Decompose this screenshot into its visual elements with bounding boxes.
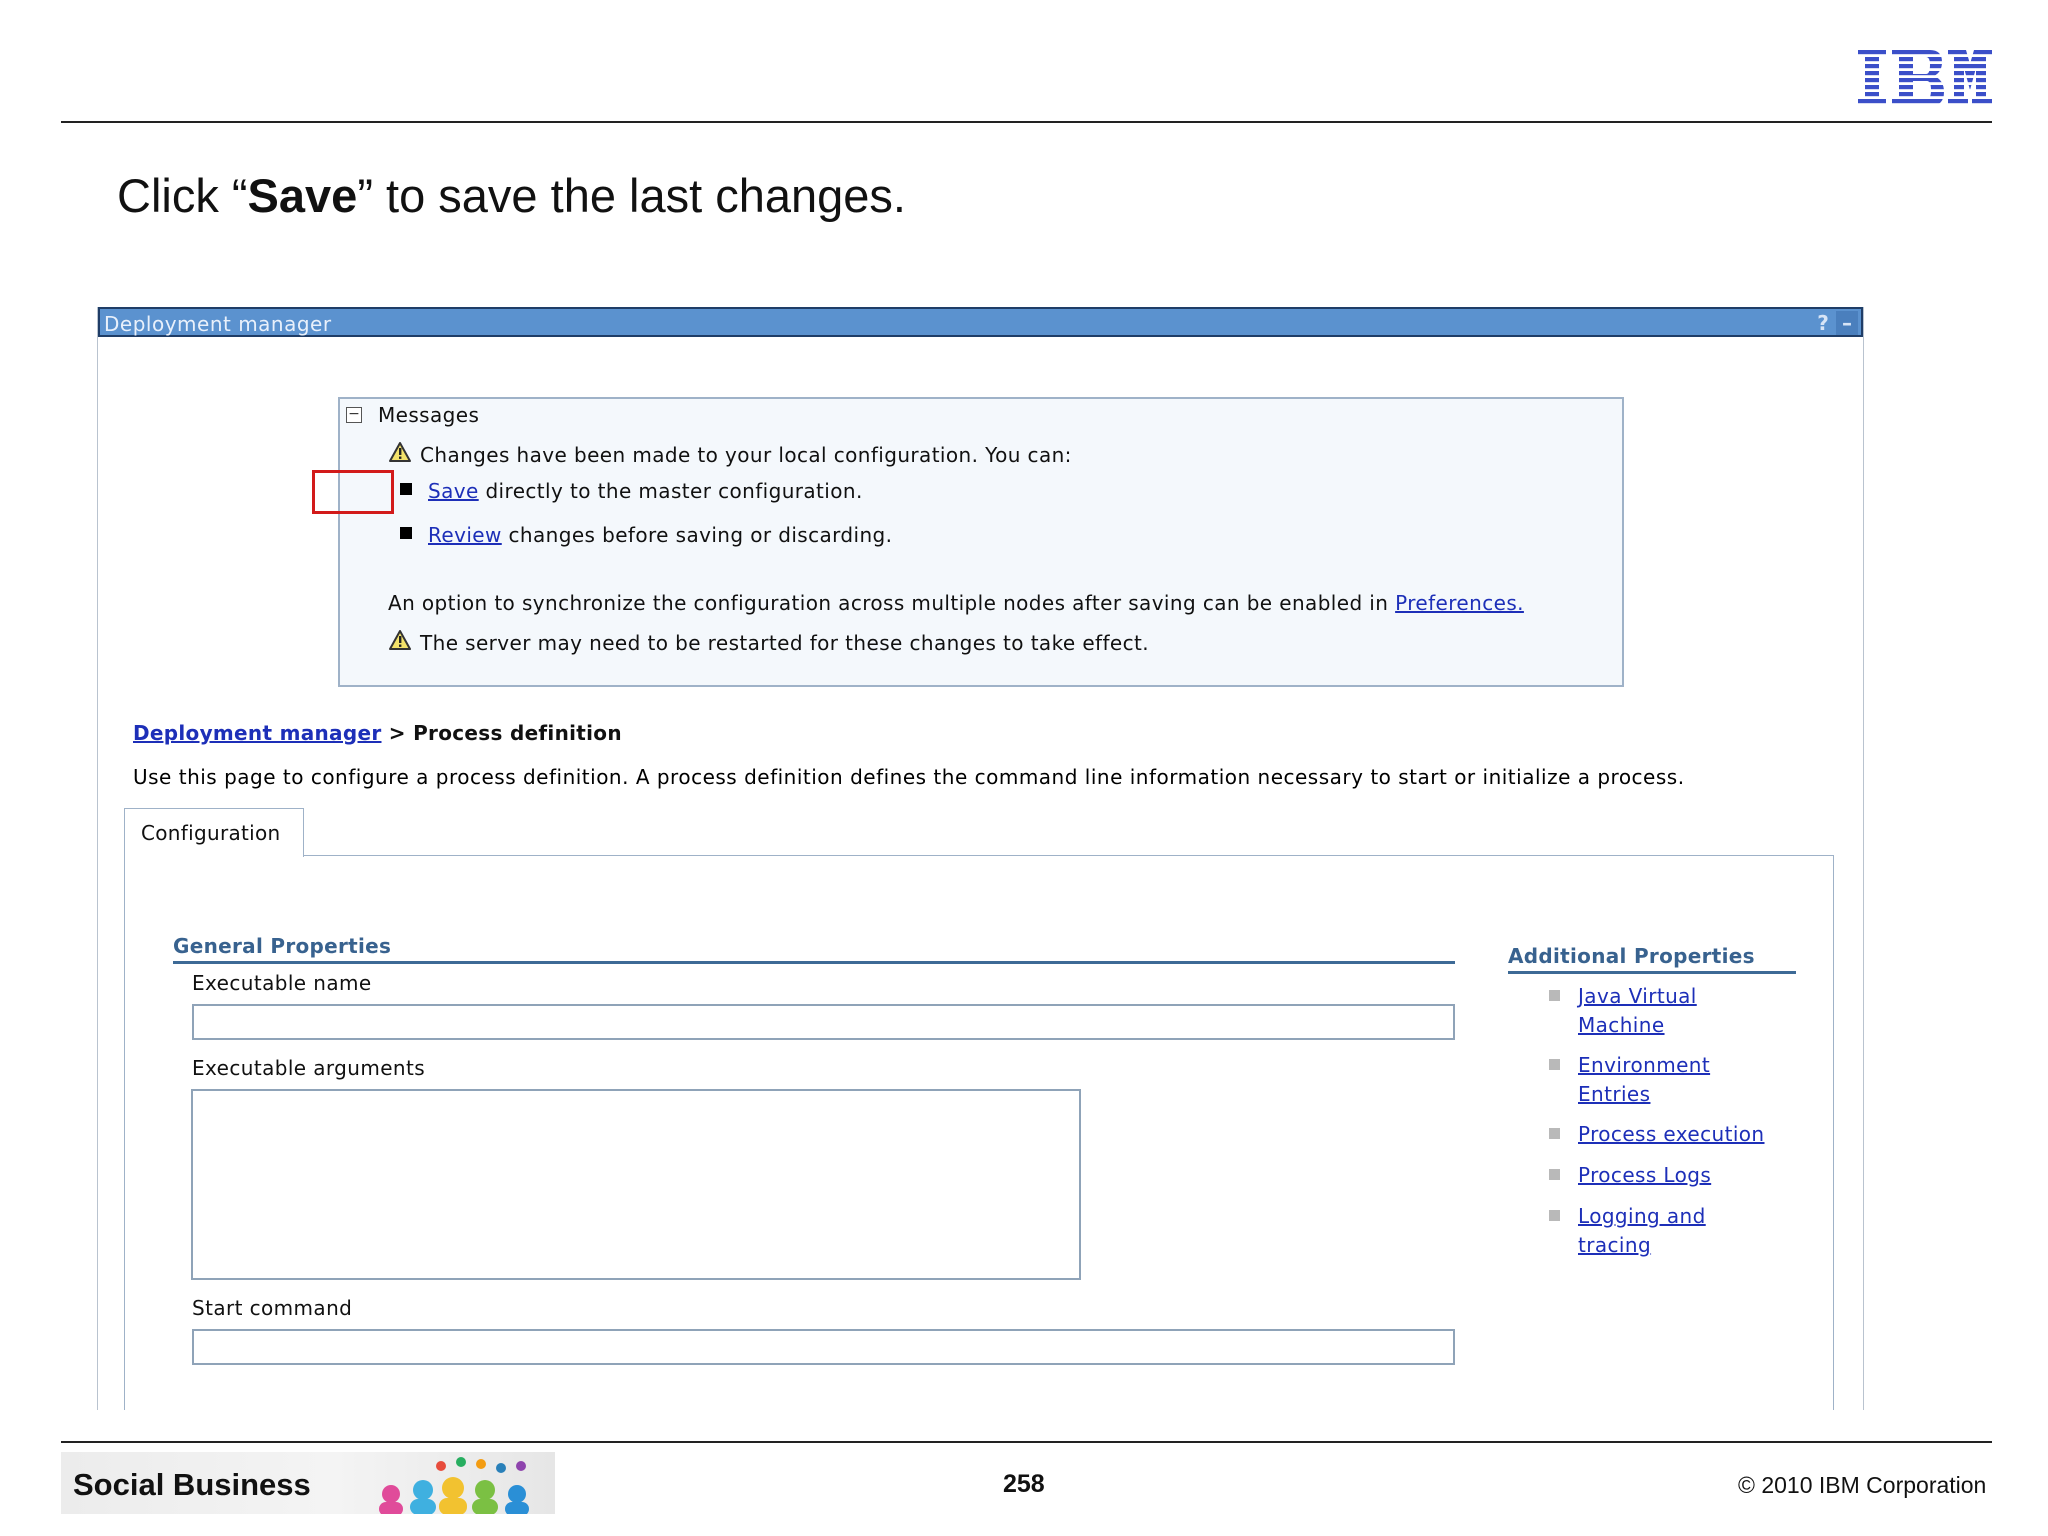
minimize-icon[interactable]: – (1836, 311, 1858, 335)
footer-banner (61, 1452, 555, 1514)
additional-property-link[interactable]: Environment Entries (1578, 1053, 1711, 1106)
bullet (400, 483, 412, 495)
bullet (400, 527, 412, 539)
messages-box (338, 397, 1624, 687)
general-properties-heading: General Properties (173, 934, 392, 958)
review-link[interactable]: Review (428, 523, 502, 547)
footer-banner-text: Social Business (73, 1467, 311, 1502)
tab-configuration-label: Configuration (141, 821, 281, 845)
preferences-link[interactable]: Preferences. (1395, 591, 1524, 615)
portlet-title-bar (98, 307, 1863, 337)
people-graphic-icon (361, 1454, 555, 1514)
additional-property-link[interactable]: Process execution (1578, 1122, 1765, 1146)
footer-rule (61, 1441, 1992, 1443)
configuration-panel (124, 855, 1834, 1410)
copyright: © 2010 IBM Corporation (1738, 1472, 1987, 1498)
slide-title-bold: Save (247, 169, 358, 222)
start-command-label: Start command (192, 1296, 353, 1320)
list-bullet (1549, 1169, 1560, 1180)
breadcrumb: Deployment manager > Process definition (133, 721, 622, 745)
sync-message: An option to synchronize the configuration across multiple nodes after saving can be enabled in Preferences. (388, 591, 1524, 615)
restart-message: The server may need to be restarted for these changes to take effect. (420, 631, 1150, 655)
collapse-icon[interactable]: − (346, 407, 362, 423)
additional-properties-rule (1508, 971, 1796, 974)
save-link-highlight (312, 470, 394, 514)
review-line: Review changes before saving or discarding. (428, 523, 893, 547)
warning-icon (388, 441, 412, 463)
breadcrumb-current: Process definition (413, 721, 622, 745)
general-properties-rule (173, 961, 1455, 964)
page-number: 258 (1003, 1470, 1045, 1498)
messages-header: Messages (378, 403, 480, 427)
executable-name-input[interactable] (192, 1004, 1455, 1040)
warning-icon (388, 629, 412, 651)
help-icon[interactable]: ? (1817, 311, 1829, 335)
list-bullet (1549, 1128, 1560, 1139)
save-line: Save directly to the master configuration. (428, 479, 863, 503)
breadcrumb-parent-link[interactable]: Deployment manager (133, 721, 382, 745)
executable-arguments-textarea[interactable] (191, 1089, 1081, 1280)
list-bullet (1549, 990, 1560, 1001)
tab-configuration[interactable] (124, 808, 304, 857)
slide-title: Click “Save” to save the last changes. (117, 169, 906, 222)
portlet-title: Deployment manager (104, 312, 332, 336)
page-description: Use this page to configure a process definition. A process definition defines the command line information necessary to start or initialize a process. (133, 765, 1685, 789)
start-command-input[interactable] (192, 1329, 1455, 1365)
list-bullet (1549, 1059, 1560, 1070)
save-link[interactable]: Save (428, 479, 479, 503)
executable-arguments-label: Executable arguments (192, 1056, 426, 1080)
changes-message: Changes have been made to your local configuration. You can: (420, 443, 1072, 467)
additional-property-link[interactable]: Java Virtual Machine (1578, 984, 1697, 1037)
list-bullet (1549, 1210, 1560, 1221)
additional-property-link[interactable]: Logging and tracing (1578, 1204, 1706, 1257)
additional-property-link[interactable]: Process Logs (1578, 1163, 1712, 1187)
additional-properties-heading: Additional Properties (1508, 944, 1755, 968)
header-rule (61, 121, 1992, 123)
executable-name-label: Executable name (192, 971, 372, 995)
ibm-logo (1858, 50, 1992, 106)
